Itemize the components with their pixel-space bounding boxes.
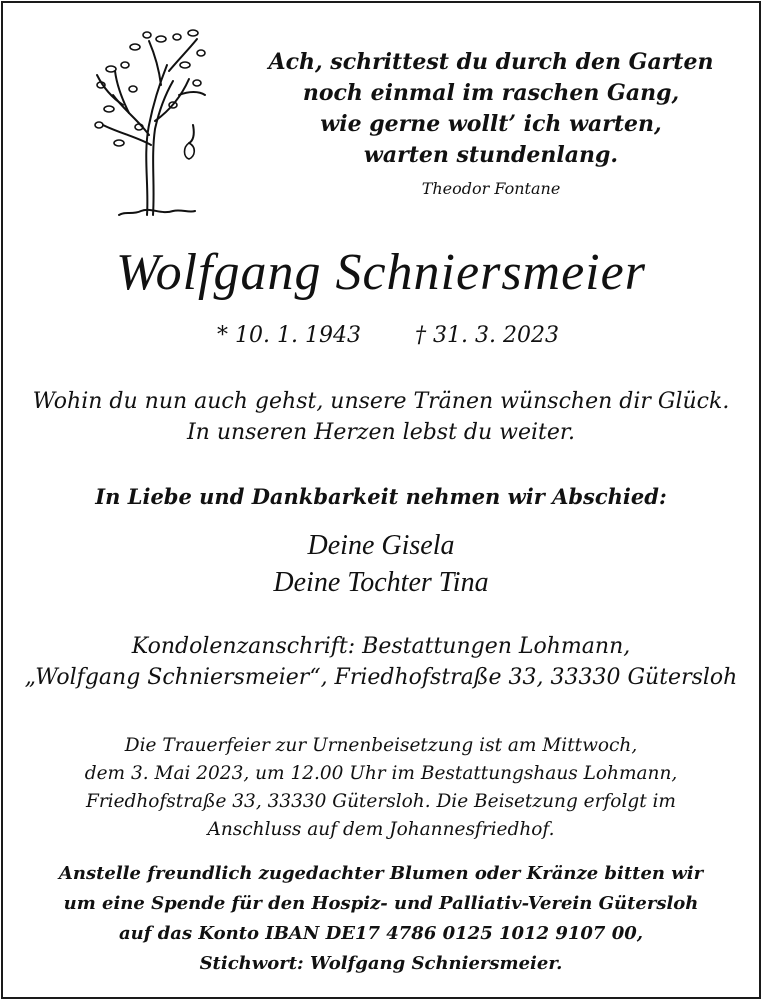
condolence-line: „Wolfgang Schniersmeier“, Friedhofstraße 33, 33330 Gütersloh (24, 665, 738, 690)
poem-author: Theodor Fontane (421, 179, 561, 198)
funeral-line: Die Trauerfeier zur Urnenbeisetzung ist am Mittwoch, (124, 735, 638, 756)
funeral-line: Friedhofstraße 33, 33330 Gütersloh. Die Beisetzung erfolgt im (86, 791, 676, 812)
donation-request (3, 859, 759, 979)
poem-line: noch einmal im raschen Gang, (302, 80, 680, 106)
deceased-name: Wolfgang Schniersmeier (116, 244, 646, 301)
quote-line: In unseren Herzen lebst du weiter. (186, 420, 576, 445)
donation-line: Anstelle freundlich zugedachter Blumen oder Kränze bitten wir (58, 863, 704, 884)
memorial-quote (3, 386, 759, 448)
condolence-line: Kondolenzanschrift: Bestattungen Lohmann, (131, 634, 631, 659)
donation-line: auf das Konto IBAN DE17 4786 0125 1012 9107 00, (118, 923, 644, 944)
poem-line: wie gerne wollt’ ich warten, (320, 111, 662, 137)
mourners-list (3, 527, 759, 601)
poem-line: Ach, schrittest du durch den Garten (268, 49, 714, 75)
obituary-card (1, 1, 761, 999)
condolence-address (3, 631, 759, 693)
donation-line: um eine Spende für den Hospiz- und Palliativ-Verein Gütersloh (63, 893, 699, 914)
birth-date: * 10. 1. 1943 (217, 323, 361, 348)
funeral-line: dem 3. Mai 2023, um 12.00 Uhr im Bestattungshaus Lohmann, (84, 763, 678, 784)
farewell-intro: In Liebe und Dankbarkeit nehmen wir Abschied: (95, 484, 667, 509)
death-date: † 31. 3. 2023 (415, 323, 559, 348)
funeral-info (3, 732, 759, 844)
mourner-name: Deine Gisela (307, 530, 455, 561)
funeral-line: Anschluss auf dem Johannesfriedhof. (207, 819, 555, 840)
tree-illustration-icon (89, 25, 209, 225)
poem (265, 47, 717, 171)
donation-line: Stichwort: Wolfgang Schniersmeier. (199, 953, 563, 974)
mourner-name: Deine Tochter Tina (273, 567, 489, 598)
quote-line: Wohin du nun auch gehst, unsere Tränen wünschen dir Glück. (32, 389, 730, 414)
poem-line: warten stundenlang. (363, 142, 619, 168)
